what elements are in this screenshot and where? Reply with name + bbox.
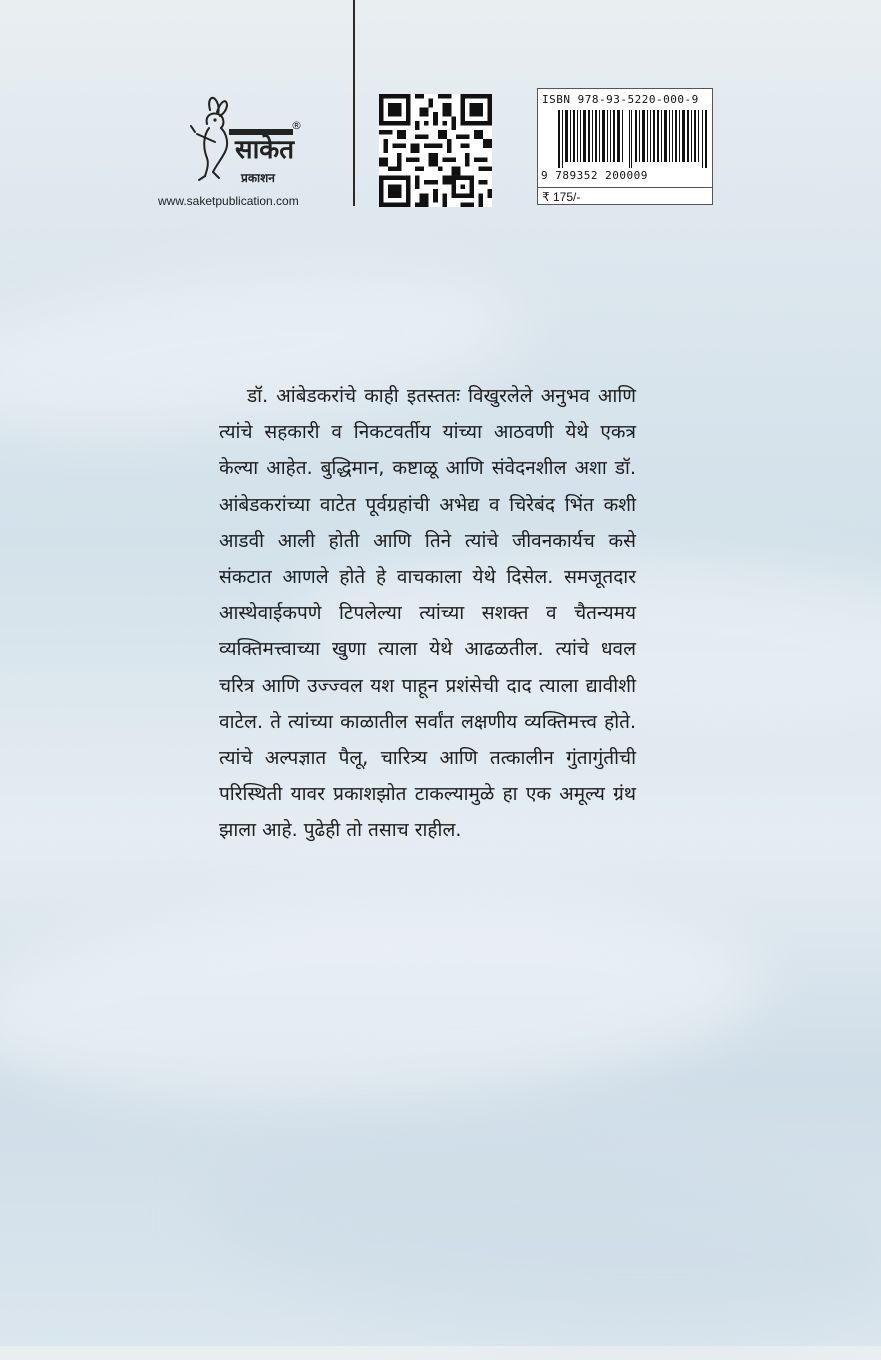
back-cover-blurb <box>219 378 636 849</box>
price: ₹ 175/- <box>542 190 581 204</box>
sky-cloud <box>0 879 765 1121</box>
logo-wordmark: साकेत <box>235 135 295 165</box>
qr-code <box>379 94 492 207</box>
vertical-divider <box>353 0 355 206</box>
isbn-number: ISBN 978-93-5220-000-9 <box>542 93 699 106</box>
blurb-paragraph: डॉ. आंबेडकरांचे काही इतस्ततः विखुरलेले अनुभव आणि त्यांचे सहकारी व निकटवर्तीय यांच्या आठवणी येथे एकत्र केल्या आहेत. बुद्धिमान, कष्टाळू आणि संवेदनशील अशा डॉ. आंबेडकरांच्या वाटेत पूर्वग्रहांची अभेद्य व चिरेबंद भिंत कशी आडवी आली होती आणि तिने त्यांचे जीवनकार्यच कसे संकटात आणले होते हे वाचकाला येथे दिसेल. समजूतदार आस्थेवाईकपणे टिपलेल्या त्यांच्या सशक्त व चैतन्यमय व्यक्तिमत्त्वाच्या खुणा त्याला येथे आढळतील. त्यांचे धवल चरित्र आणि उज्ज्वल यश पाहून प्रशंसेची दाद त्याला द्यावीशी वाटेल. ते त्यांच्या काळातील सर्वांत लक्षणीय व्यक्तिमत्त्व होते. त्यांचे अल्पज्ञात पैलू, चारित्र्य आणि तत्कालीन गुंतागुंतीची परिस्थिती यावर प्रकाशझोत टाकल्यामुळे हा एक अमूल्य ग्रंथ झाला आहे. पुढेही तो तसाच राहील. <box>219 385 636 842</box>
publisher-website: www.saketpublication.com <box>158 194 299 208</box>
barcode-digits: 9 789352 200009 <box>541 169 648 182</box>
logo-subtext: प्रकाशन <box>241 171 275 185</box>
publisher-logo <box>185 92 305 192</box>
barcode-bars <box>558 110 708 168</box>
sky-cloud <box>193 1120 881 1360</box>
registered-mark: ® <box>291 119 302 132</box>
price-separator <box>538 187 712 188</box>
isbn-barcode-label <box>537 88 713 205</box>
